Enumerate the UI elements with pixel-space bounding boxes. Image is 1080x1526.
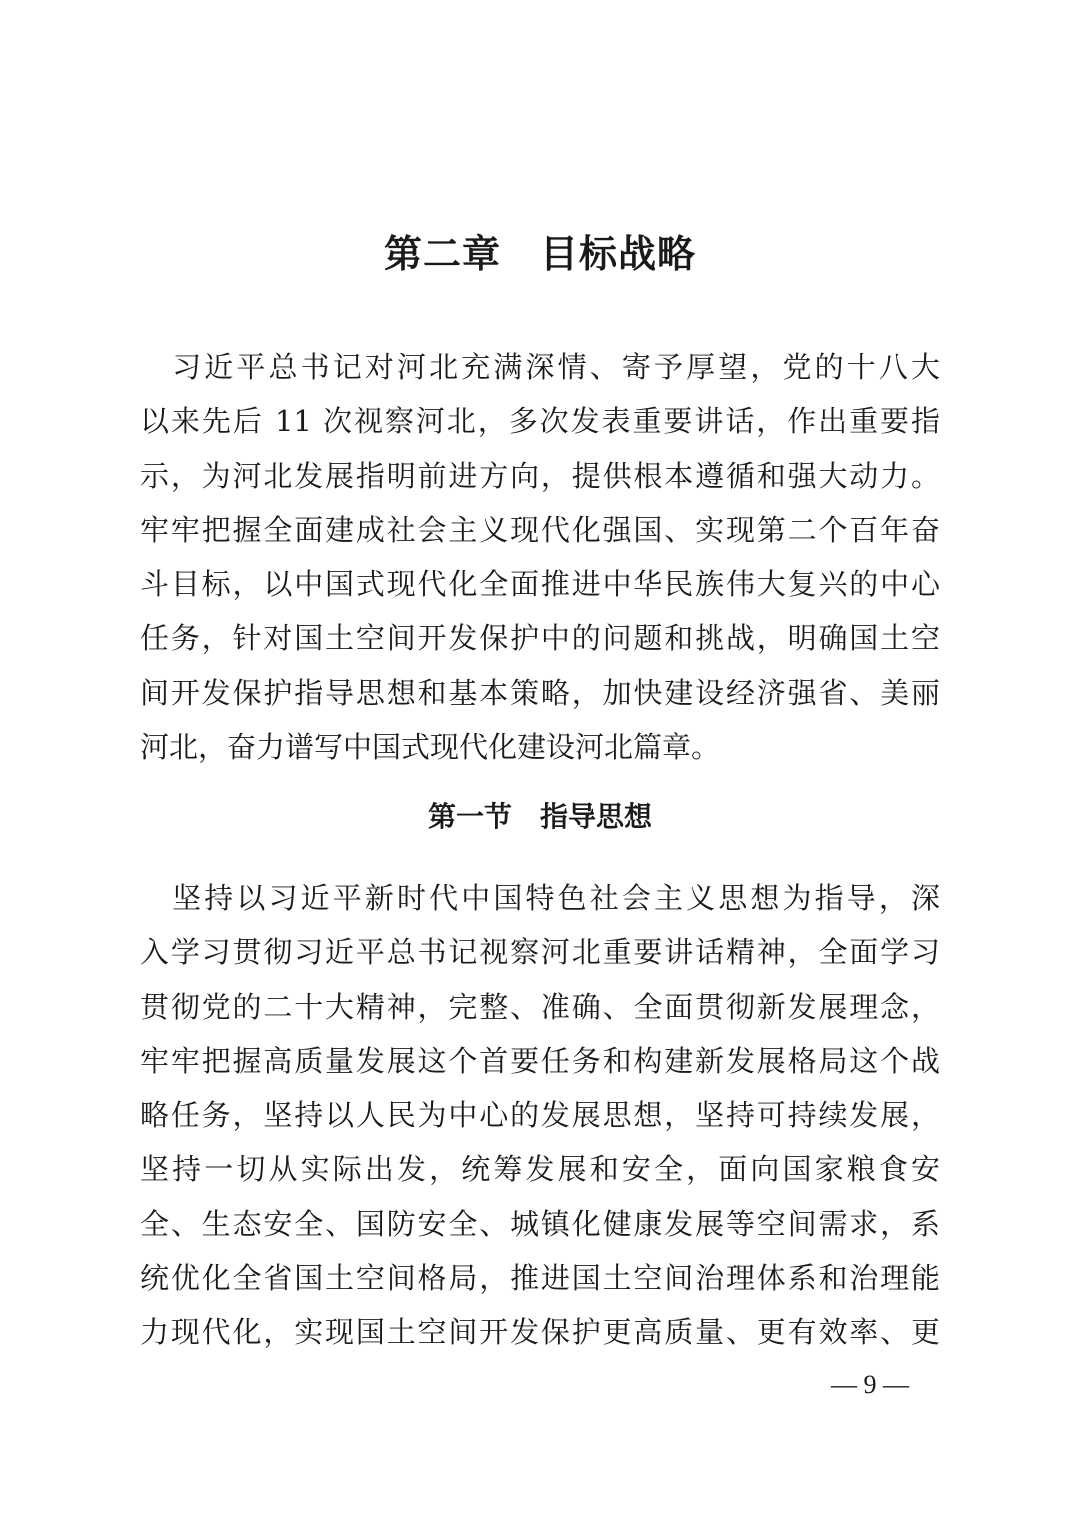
- intro-line: 斗目标，以中国式现代化全面推进中华民族伟大复兴的中心: [140, 567, 940, 602]
- body-line: 牢牢把握高质量发展这个首要任务和构建新发展格局这个战: [140, 1043, 940, 1078]
- section-title: 第一节 指导思想: [427, 800, 652, 833]
- intro-line: 河北，奋力谱写中国式现代化建设河北篇章。: [140, 730, 721, 765]
- intro-paragraph: [140, 340, 940, 774]
- page-number: — 9 —: [831, 1370, 909, 1399]
- intro-line: 间开发保护指导思想和基本策略，加快建设经济强省、美丽: [140, 675, 940, 710]
- intro-line: 以来先后 11 次视察河北，多次发表重要讲话，作出重要指: [140, 404, 940, 439]
- intro-line: 任务，针对国土空间开发保护中的问题和挑战，明确国土空: [140, 621, 940, 656]
- body-line: 坚持以习近平新时代中国特色社会主义思想为指导，深: [140, 881, 940, 915]
- intro-line: 习近平总书记对河北充满深情、寄予厚望，党的十八大: [140, 350, 940, 384]
- body-line: 贯彻党的二十大精神，完整、准确、全面贯彻新发展理念，: [140, 989, 940, 1024]
- body-line: 力现代化，实现国土空间开发保护更高质量、更有效率、更: [140, 1315, 940, 1350]
- chapter-title: 第二章 目标战略: [383, 232, 696, 276]
- intro-line: 示，为河北发展指明前进方向，提供根本遵循和强大动力。: [140, 458, 940, 493]
- body-line: 坚持一切从实际出发，统筹发展和安全，面向国家粮食安: [140, 1152, 940, 1187]
- body-line: 略任务，坚持以人民为中心的发展思想，坚持可持续发展，: [140, 1098, 940, 1133]
- body-line: 全、生态安全、国防安全、城镇化健康发展等空间需求，系: [140, 1206, 940, 1241]
- intro-line: 牢牢把握全面建成社会主义现代化强国、实现第二个百年奋: [140, 512, 940, 547]
- body-line: 统优化全省国土空间格局，推进国土空间治理体系和治理能: [140, 1261, 940, 1296]
- body-line: 入学习贯彻习近平总书记视察河北重要讲话精神，全面学习: [140, 935, 940, 970]
- body-paragraph: [140, 871, 940, 1360]
